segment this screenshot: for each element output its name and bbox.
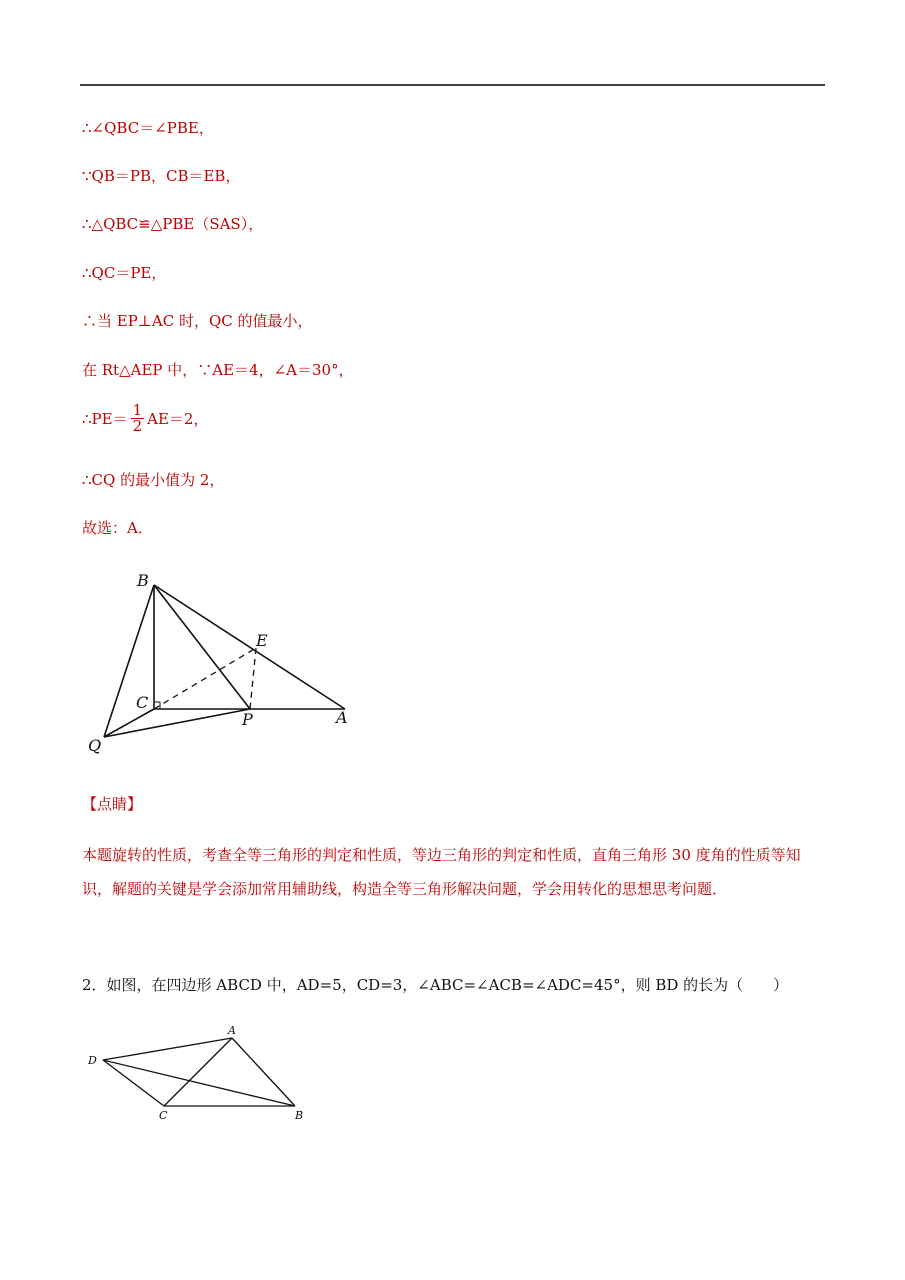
- segment-bq: [104, 585, 154, 737]
- solution-line-cq: ∴CQ 的最小值为 2，: [82, 471, 225, 489]
- solution-line-pe: [82, 403, 208, 434]
- question-2-stem: 2．如图，在四边形 ABCD 中，AD=5，CD=3，∠ABC=∠ACB=∠ADC=45°，则 BD 的长为（ ）: [82, 976, 789, 994]
- dashed-segment-ep: [250, 648, 256, 709]
- solution-line-1: ∴∠QBC＝∠PBE，: [82, 119, 214, 137]
- label-p: P: [242, 710, 253, 729]
- segment-db: [103, 1060, 295, 1106]
- label-a: A: [336, 708, 348, 727]
- label-b-2: B: [295, 1109, 304, 1122]
- label-c-2: C: [159, 1109, 168, 1122]
- segment-qp: [104, 709, 250, 737]
- answer-line: 故选：A．: [82, 519, 153, 537]
- comment-paragraph: 本题旋转的性质，考查全等三角形的判定和性质，等边三角形的判定和性质，直角三角形 30 度角的性质等知识，解题的关键是学会添加常用辅助线，构造全等三角形解决问题，学会用转化的思想思考问题．: [82, 846, 801, 898]
- segment-bp: [154, 585, 250, 709]
- solution-line-4: ∴QC＝PE，: [82, 264, 167, 282]
- geometry-figure-2: [80, 1020, 320, 1130]
- solution-line-2: ∵QB＝PB，CB＝EB，: [82, 167, 241, 185]
- solution-line-5: ∴当 EP⊥AC 时，QC 的值最小，: [82, 312, 313, 330]
- label-b: B: [137, 571, 149, 590]
- fraction-one-half: [131, 403, 145, 434]
- label-a-2: A: [228, 1024, 236, 1037]
- label-e: E: [256, 631, 268, 650]
- header-rule: [80, 84, 825, 86]
- label-q: Q: [88, 736, 102, 755]
- geometry-figure-1: [80, 565, 380, 760]
- fraction-denominator: 2: [132, 417, 143, 435]
- solution-line-6: 在 Rt△AEP 中，∵AE＝4，∠A＝30°，: [82, 361, 354, 379]
- solution-line-3: ∴△QBC≌△PBE（SAS），: [82, 215, 264, 233]
- label-c: C: [136, 693, 149, 712]
- fraction-numerator: 1: [132, 401, 143, 419]
- pe-suffix: AE＝2，: [147, 410, 209, 428]
- comment-heading: 【点睛】: [82, 795, 143, 813]
- dashed-segment-ce: [154, 648, 256, 709]
- label-d-2: D: [88, 1054, 97, 1067]
- segment-ba: [154, 585, 345, 709]
- pe-prefix: ∴PE＝: [82, 410, 128, 428]
- segment-ab: [232, 1038, 295, 1106]
